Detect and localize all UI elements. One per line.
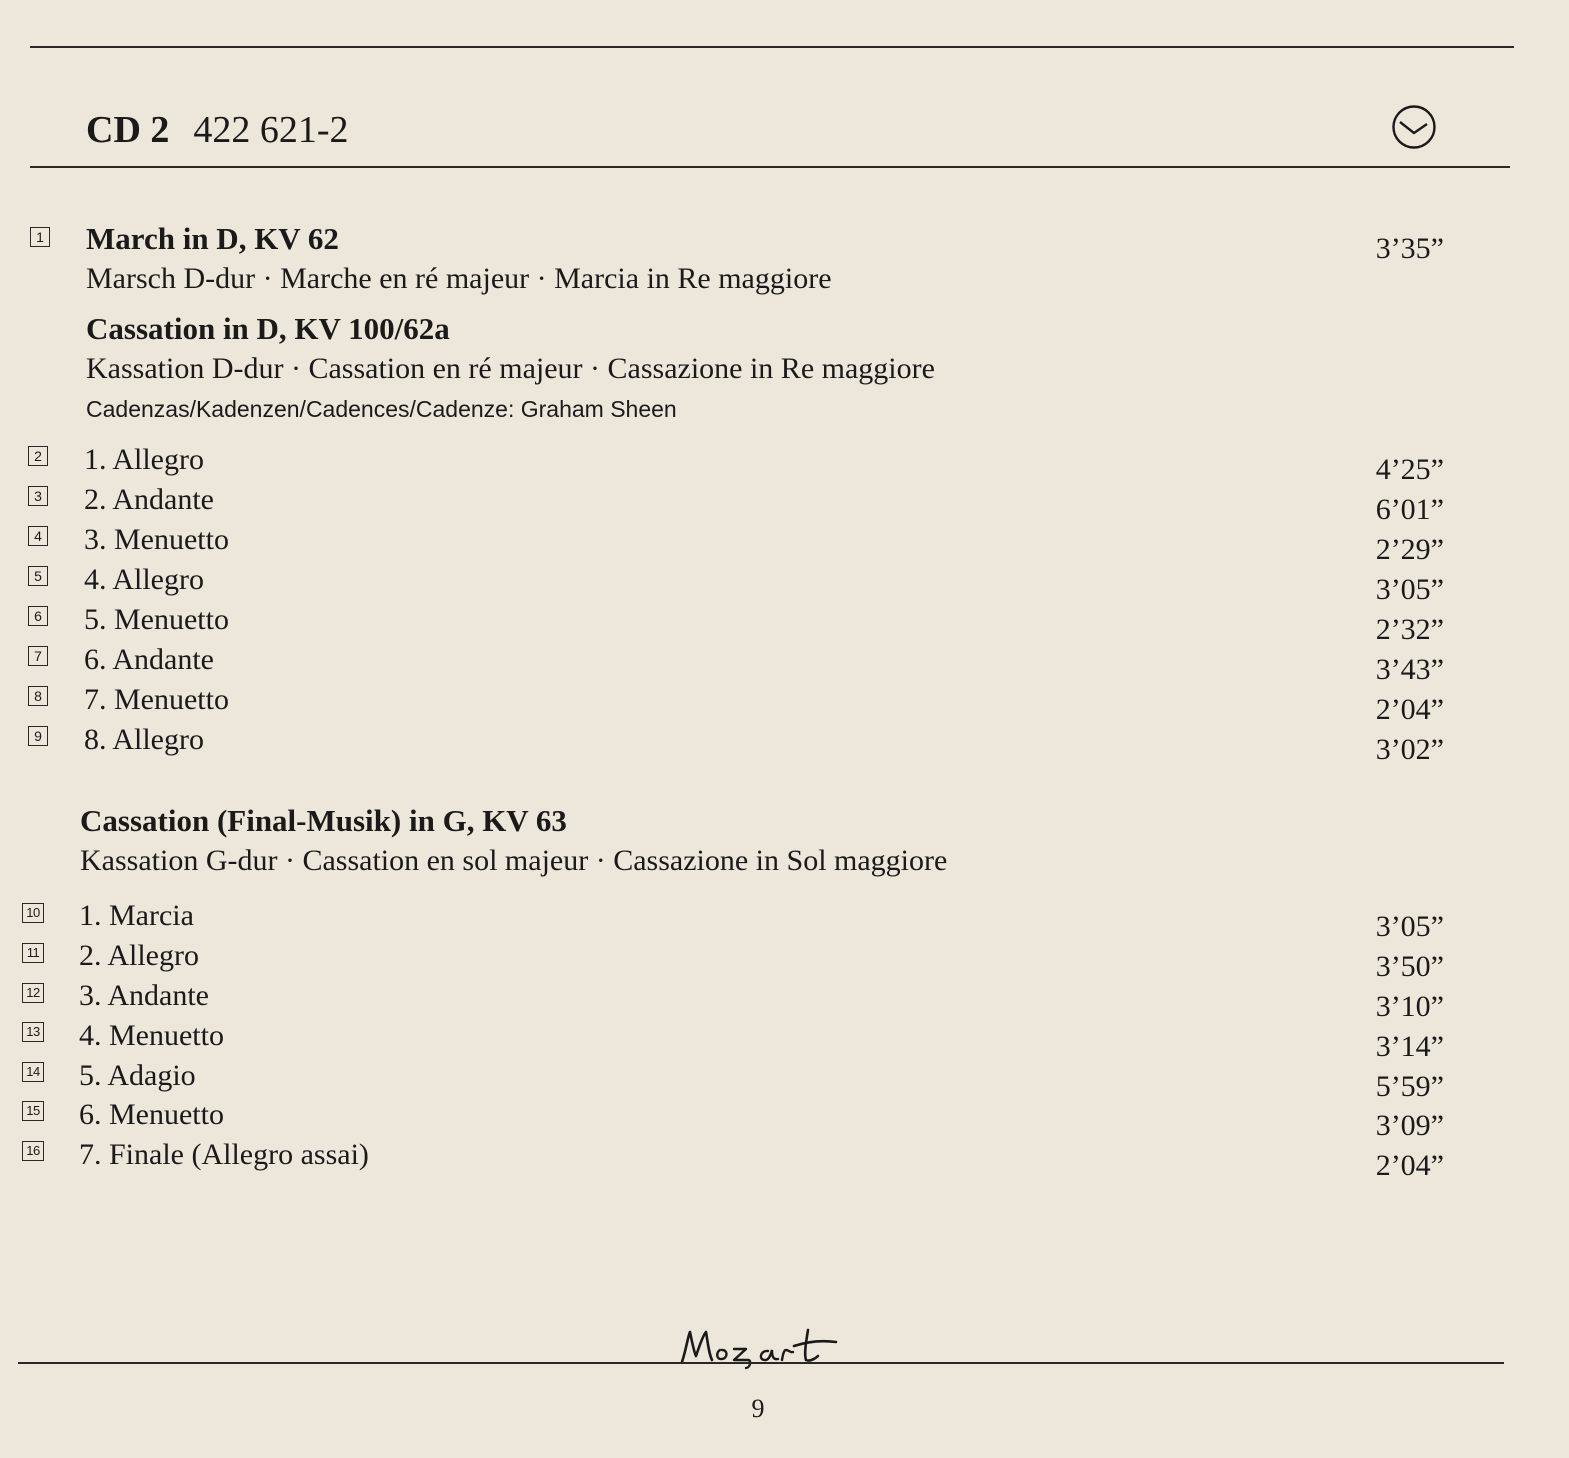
track-duration: 2’29” bbox=[1375, 533, 1444, 566]
work-title: Cassation in D, KV 100/62a bbox=[86, 311, 450, 346]
track-title: 2. Andante bbox=[84, 483, 214, 516]
track-duration: 3’35” bbox=[1375, 232, 1444, 265]
track-title: 5. Menuetto bbox=[84, 603, 229, 636]
track-title: 6. Menuetto bbox=[79, 1098, 224, 1131]
track-number-box: 11 bbox=[22, 943, 44, 963]
track-duration: 3’50” bbox=[1375, 950, 1444, 983]
track-number-box: 9 bbox=[28, 726, 48, 746]
track-duration: 2’04” bbox=[1375, 1149, 1444, 1182]
track-number-box: 16 bbox=[22, 1141, 44, 1161]
track-number-box: 3 bbox=[28, 486, 48, 506]
work-title: Cassation (Final-Musik) in G, KV 63 bbox=[80, 803, 567, 838]
track-number-box: 5 bbox=[28, 566, 48, 586]
track-duration: 3’10” bbox=[1375, 990, 1444, 1023]
track-title: 7. Menuetto bbox=[84, 683, 229, 716]
track-duration: 6’01” bbox=[1375, 493, 1444, 526]
bottom-rule bbox=[18, 1362, 1504, 1364]
work-title: March in D, KV 62 bbox=[86, 221, 339, 256]
track-number-box: 2 bbox=[28, 446, 48, 466]
track-duration: 2’32” bbox=[1375, 613, 1444, 646]
track-number-box: 14 bbox=[22, 1062, 44, 1082]
track-number-box: 10 bbox=[22, 903, 44, 923]
track-title: 3. Andante bbox=[79, 979, 209, 1012]
track-duration: 3’14” bbox=[1375, 1030, 1444, 1063]
track-duration: 3’05” bbox=[1375, 573, 1444, 606]
track-title: 8. Allegro bbox=[84, 723, 204, 756]
track-number-box: 7 bbox=[28, 646, 48, 666]
catalog-number: 422 621-2 bbox=[193, 109, 349, 151]
track-number-box: 4 bbox=[28, 526, 48, 546]
track-duration: 3’02” bbox=[1375, 733, 1444, 766]
track-title: 4. Menuetto bbox=[79, 1019, 224, 1052]
track-title: 5. Adagio bbox=[79, 1059, 196, 1092]
track-title: 1. Marcia bbox=[79, 899, 194, 932]
track-title: 4. Allegro bbox=[84, 563, 204, 596]
track-duration: 2’04” bbox=[1375, 693, 1444, 726]
track-title: 3. Menuetto bbox=[84, 523, 229, 556]
track-duration: 3’05” bbox=[1375, 910, 1444, 943]
track-duration: 5’59” bbox=[1375, 1070, 1444, 1103]
track-number-box: 1 bbox=[30, 227, 50, 247]
work-subtitle: Kassation G-dur · Cassation en sol majeur · Cassazione in Sol maggiore bbox=[80, 844, 948, 877]
work-subtitle: Marsch D-dur · Marche en ré majeur · Marcia in Re maggiore bbox=[86, 262, 832, 295]
track-title: 7. Finale (Allegro assai) bbox=[79, 1138, 369, 1171]
cadenza-credit: Cadenzas/Kadenzen/Cadences/Cadenze: Graham Sheen bbox=[86, 396, 677, 422]
track-title: 2. Allegro bbox=[79, 939, 199, 972]
page-number: 9 bbox=[751, 1394, 765, 1423]
track-duration: 4’25” bbox=[1375, 453, 1444, 486]
track-number-box: 12 bbox=[22, 983, 44, 1003]
track-number-box: 8 bbox=[28, 686, 48, 706]
work-subtitle: Kassation D-dur · Cassation en ré majeur · Cassazione in Re maggiore bbox=[86, 352, 935, 385]
track-number-box: 13 bbox=[22, 1022, 44, 1042]
track-number-box: 15 bbox=[22, 1101, 44, 1121]
track-title: 6. Andante bbox=[84, 643, 214, 676]
track-duration: 3’09” bbox=[1375, 1109, 1444, 1142]
track-title: 1. Allegro bbox=[84, 443, 204, 476]
track-number-box: 6 bbox=[28, 606, 48, 626]
track-duration: 3’43” bbox=[1375, 653, 1444, 686]
cd-label: CD 2 bbox=[86, 109, 170, 151]
